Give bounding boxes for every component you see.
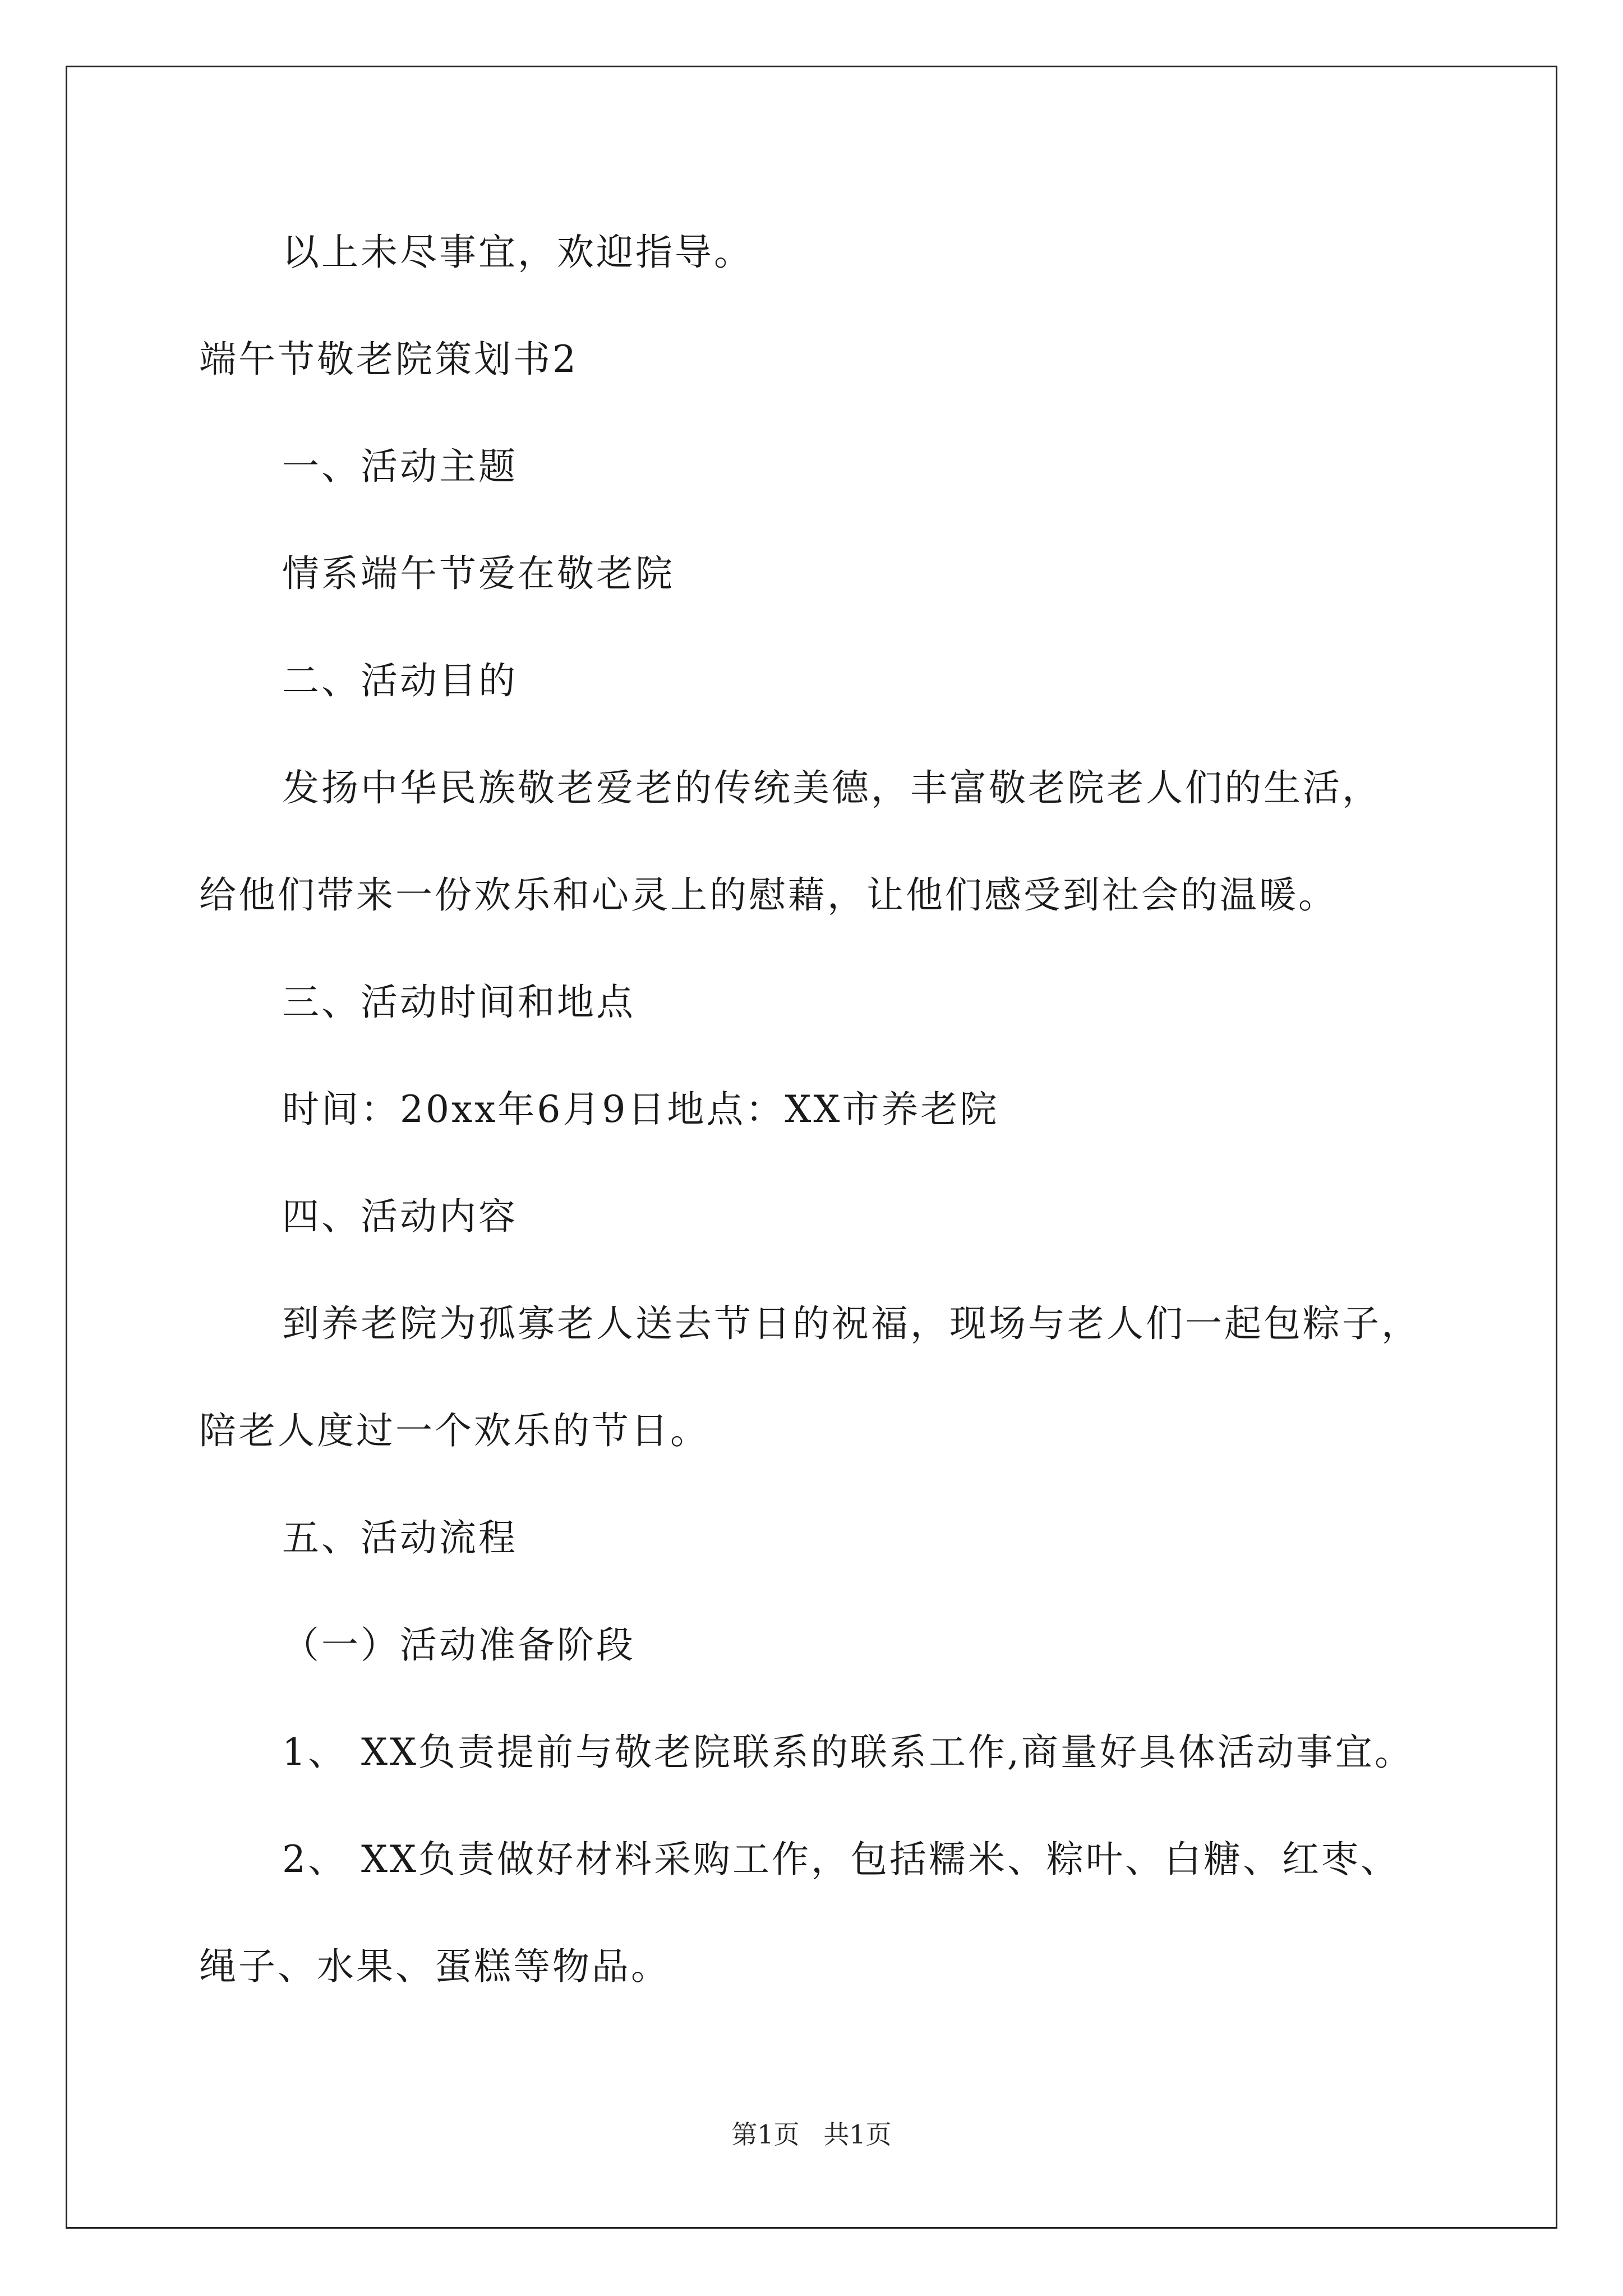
heading-theme: 一、活动主题 [282,445,518,488]
list-item-2-line-1: 2、 XX负责做好材料采购工作，包括糯米、粽叶、白糖、红枣、 [282,1838,1400,1881]
heading-content: 四、活动内容 [282,1195,518,1238]
theme-text: 情系端午节爱在敬老院 [282,552,675,595]
page-footer [0,2118,1623,2151]
content-text-line-2: 陪老人度过一个欢乐的节日。 [199,1409,709,1452]
closing-remark: 以上未尽事宜，欢迎指导。 [282,231,753,274]
heading-process: 五、活动流程 [282,1516,518,1559]
page-border [66,66,1557,2229]
heading-purpose: 二、活动目的 [282,659,518,702]
content-text-line-1: 到养老院为孤寡老人送去节日的祝福，现场与老人们一起包粽子， [282,1302,1421,1345]
purpose-text-line-2: 给他们带来一份欢乐和心灵上的慰藉，让他们感受到社会的温暖。 [199,873,1338,917]
page-total: 共1页 [823,2119,892,2150]
subheading-preparation: （一）活动准备阶段 [282,1623,635,1667]
list-item-1: 1、 XX负责提前与敬老院联系的联系工作,商量好具体活动事宜。 [282,1731,1414,1774]
list-item-2-line-2: 绳子、水果、蛋糕等物品。 [199,1945,670,1988]
time-place-text: 时间：20xx年6月9日地点：XX市养老院 [282,1088,999,1131]
purpose-text-line-1: 发扬中华民族敬老爱老的传统美德，丰富敬老院老人们的生活， [282,766,1381,809]
heading-time-place: 三、活动时间和地点 [282,981,635,1024]
page-number: 第1页 [731,2119,800,2150]
section-title: 端午节敬老院策划书2 [199,338,578,381]
